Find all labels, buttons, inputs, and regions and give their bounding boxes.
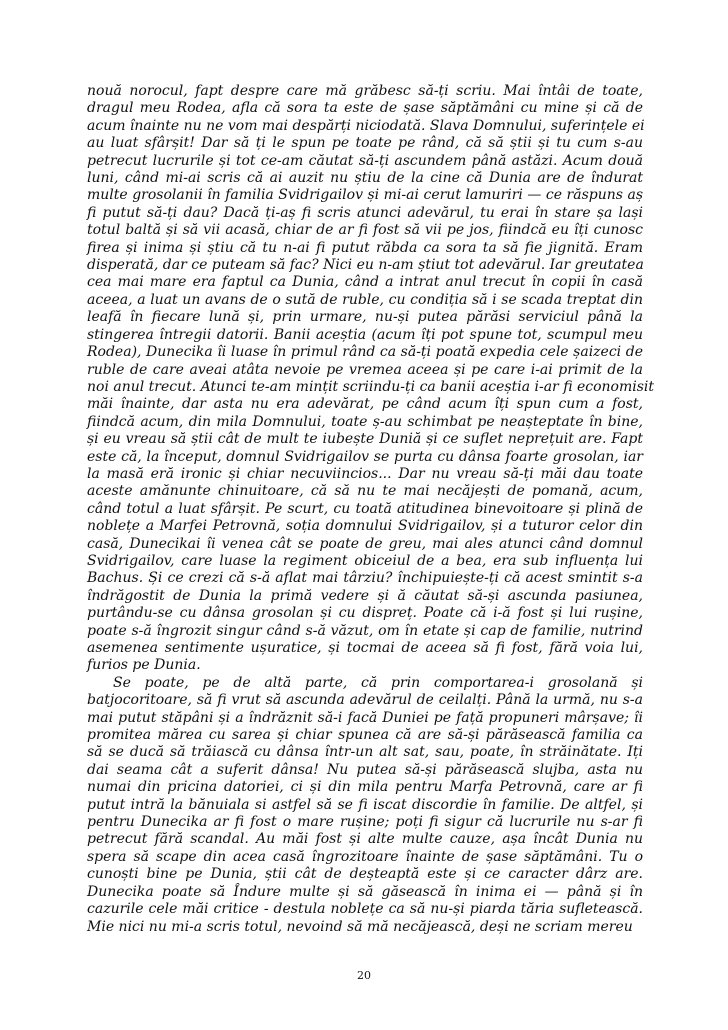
text-line: au luat sfârșit! Dar să ți le spun pe toate pe rând, că să știi și tu cum s-au xyxy=(87,135,643,152)
text-line: Bachus. Și ce crezi că s-ă aflat mai târziu? închipuiește-ți că acest smintit s-a xyxy=(87,570,643,587)
text-line: aceea, a luat un avans de o sută de ruble, cu condiția să i se scada treptat din xyxy=(87,291,643,308)
text-line: petrecut lucrurile și tot ce-am căutat să-ți ascundem până astăzi. Acum două xyxy=(87,152,643,169)
text-line: mai putut stăpâni și a îndrăznit să-i facă Duniei pe față propuneri mârșave; îi xyxy=(87,709,643,726)
text-line: când totul a luat sfârșit. Pe scurt, cu toată atitudinea binevoitoare și plină de xyxy=(87,500,643,517)
page-number: 20 xyxy=(357,969,371,982)
text-line: totul baltă și să vii acasă, chiar de ar fi fost să vii pe jos, fiindcă eu îți cunosc xyxy=(87,222,643,239)
text-line: îndrăgostit de Dunia la primă vedere și ă căutat să-și ascunda pasiunea, xyxy=(87,587,643,604)
text-line: Se poate, pe de altă parte, că prin comportarea-i grosolană și xyxy=(113,674,643,691)
text-line: să se ducă să trăiască cu dânsa într-un alt sat, sau, poate, în străinătate. Iți xyxy=(87,744,643,761)
text-line: leafă în fiecare lună și, prin urmare, nu-și putea părăsi serviciul până la xyxy=(87,309,643,326)
paragraph xyxy=(87,675,643,936)
text-line: luni, când mi-ai scris că ai auzit nu știu de la cine că Dunia are de îndurat xyxy=(87,170,643,187)
text-line: multe grosolanii în familia Svidrigailov și mi-ai cerut lamuriri — ce răspuns aș xyxy=(87,187,643,204)
text-line: acum înainte nu ne vom mai despărți niciodată. Slava Domnului, suferințele ei xyxy=(87,117,645,134)
text-line: fi putut să-ți dau? Dacă ți-aș fi scris atunci adevărul, tu erai în stare șa lași xyxy=(87,204,643,221)
text-line: dragul meu Rodea, afla că sora ta este de șase săptămâni cu mine și că de xyxy=(87,100,643,117)
text-line: batjocoritoare, să fi vrut să ascunda adevărul de ceilalți. Până la urmă, nu s-a xyxy=(87,692,643,709)
body-text xyxy=(87,83,655,936)
text-line: noblețe a Marfei Petrovnă, soția domnului Svidrigailov, și a tuturor celor din xyxy=(87,518,643,535)
text-line: spera să scape din acea casă îngrozitoare înainte de șase săptămâni. Tu o xyxy=(87,848,643,865)
text-line: cunoști bine pe Dunia, știi cât de deșteaptă este și ce caracter dârz are. xyxy=(87,866,643,883)
text-line: fiindcă acum, din mila Domnului, toate ș-au schimbat pe neașteptate în bine, xyxy=(87,413,643,430)
text-line: stingerea întregii datorii. Banii aceștia (acum îți pot spune tot, scumpul meu xyxy=(87,326,643,343)
text-line: Mie nici nu mi-a scris totul, nevoind să mă necăjească, deși ne scriam mereu xyxy=(87,918,633,935)
text-line: asemenea sentimente ușuratice, și tocmai de aceea să fi fost, fără voia lui, xyxy=(87,640,643,656)
text-line: măi înainte, dar asta nu era adevărat, pe când acum îți spun cum a fost, xyxy=(87,396,643,413)
text-line: ruble de care aveai atâta nevoie pe vremea aceea și pe care i-ai primit de la xyxy=(87,361,643,378)
text-line: purtându-se cu dânsa grosolan și cu dispreț. Poate că i-ă fost și lui rușine, xyxy=(87,605,643,622)
text-line: aceste amănunte chinuitoare, că să nu te mai necăjești de pomană, acum, xyxy=(87,483,643,500)
text-line: firea și inima și știu că tu n-ai fi putut răbda ca sora ta să fie jignită. Eram xyxy=(87,239,643,256)
text-line: noi anul trecut. Atunci te-am mințit scriindu-ți ca banii aceștia i-ar fi economisit xyxy=(87,378,655,395)
text-line: putut intră la bănuiala si astfel să se fi iscat discordie în familie. De altfel, și xyxy=(87,796,643,813)
text-line: pentru Dunecika ar fi fost o mare rușine; poți fi sigur că lucrurile nu s-ar fi xyxy=(87,814,643,831)
text-line: promitea mărea cu sarea și chiar spunea că are să-și părăsească familia ca xyxy=(87,727,643,744)
text-line: Svidrigailov, care luase la regiment obiceiul de a bea, era sub influența lui xyxy=(87,552,643,569)
text-line: Dunecika poate să Îndure multe și să găsească în inima ei — până și în xyxy=(87,883,643,900)
text-line: este că, la început, domnul Svidrigailov se purta cu dânsa foarte grosolan, iar xyxy=(87,448,643,465)
text-line: dai seama cât a suferit dânsa! Nu putea să-și părăsească slujba, asta nu xyxy=(87,761,643,778)
text-line: petrecut fără scandal. Au măi fost și alte multe cauze, așa încât Dunia nu xyxy=(87,831,643,848)
text-line: poate s-ă îngrozit singur când s-ă văzut, om în etate și cap de familie, nutrind xyxy=(87,622,643,639)
paragraph xyxy=(87,83,655,675)
text-line: nouă norocul, fapt despre care mă grăbesc să-ți scriu. Mai întâi de toate, xyxy=(87,83,643,99)
text-line: numai din pricina datoriei, ci și din mila pentru Marfa Petrovnă, care ar fi xyxy=(87,779,643,796)
text-line: disperată, dar ce puteam să fac? Nici eu n-am știut tot adevărul. Iar greutatea xyxy=(87,257,644,274)
text-line: casă, Dunecikai îi venea cât se poate de greu, mai ales atunci când domnul xyxy=(87,535,643,552)
text-line: cea mai mare era faptul ca Dunia, când a intrat anul trecut în copii în casă xyxy=(87,274,643,291)
text-line: la masă eră ironic și chiar necuviincios... Dar nu vreau să-ți măi dau toate xyxy=(87,465,643,482)
text-line: Rodea), Dunecika îi luase în primul rând ca să-ți poată expedia cele șaizeci de xyxy=(87,344,643,361)
text-line: și eu vreau să știi cât de mult te iubește Duniă și ce suflet neprețuit are. Fapt xyxy=(87,431,643,448)
text-line: cazurile cele măi critice - destula noblețe ca să nu-și piarda tăria sufletească. xyxy=(87,901,643,918)
text-line: furios pe Dunia. xyxy=(87,657,201,674)
